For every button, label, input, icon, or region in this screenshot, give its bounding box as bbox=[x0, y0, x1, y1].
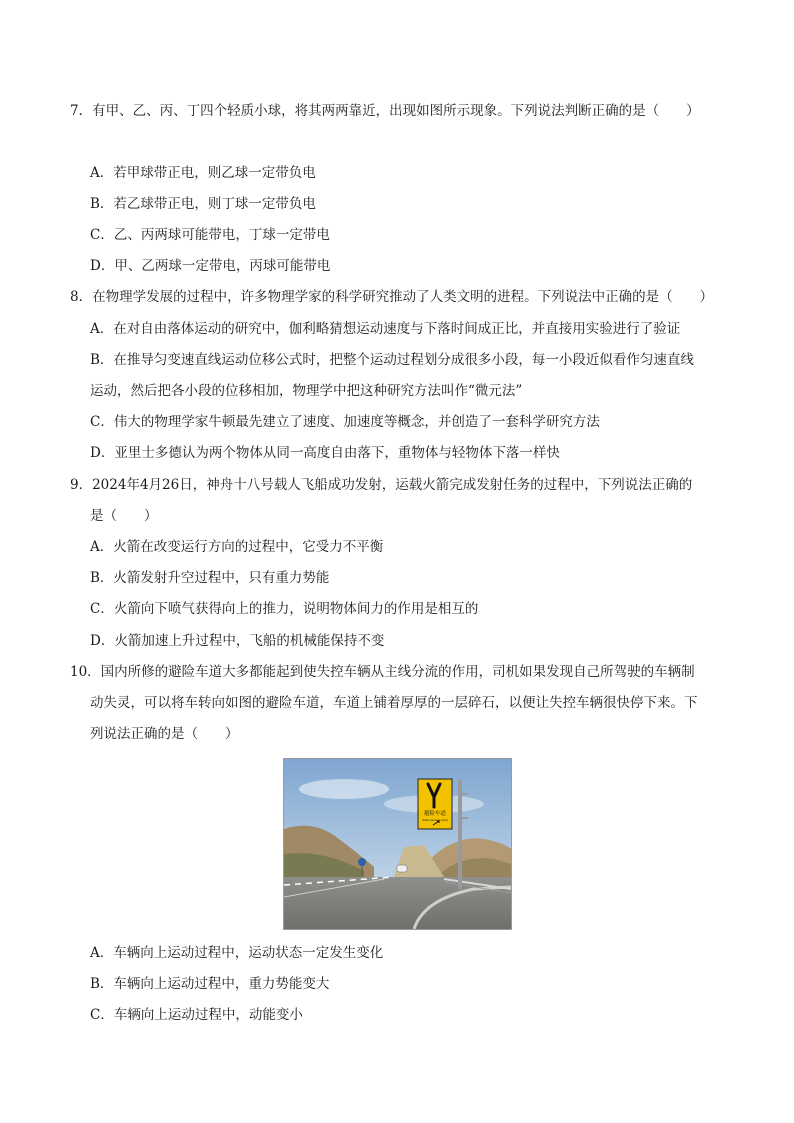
q10-option-c: C．车辆向上运动过程中，动能变小 bbox=[90, 1007, 303, 1023]
q7-option-d: D．甲、乙两球一定带电，丙球可能带电 bbox=[90, 258, 331, 274]
sign-subtext: Safe escape lane bbox=[422, 818, 448, 822]
q10-stem: 10．国内所修的避险车道大多都能起到使失控车辆从主线分流的作用，司机如果发现自己所驾驶的车辆制 bbox=[70, 664, 695, 680]
q10-stem-cont-1: 动失灵，可以将车转向如图的避险车道，车道上铺着厚厚的一层碎石，以便让失控车辆很快停下来。下 bbox=[90, 695, 698, 711]
q9-option-b: B．火箭发射升空过程中，只有重力势能 bbox=[90, 570, 330, 586]
q7-option-b: B．若乙球带正电，则丁球一定带负电 bbox=[90, 196, 316, 212]
q9-stem-cont: 是（ ） bbox=[90, 508, 158, 524]
car bbox=[397, 865, 407, 872]
q8-option-b-cont: 运动，然后把各小段的位移相加，物理学中把这种研究方法叫作“微元法” bbox=[90, 383, 523, 399]
sign-text: 避险车道 bbox=[423, 811, 447, 817]
q7-option-c: C．乙、丙两球可能带电，丁球一定带电 bbox=[90, 227, 330, 243]
q8-option-a: A．在对自由落体运动的研究中，伽利略猜想运动速度与下落时间成正比，并直接用实验进行了验证 bbox=[90, 321, 681, 337]
q8-option-c: C．伟大的物理学家牛顿最先建立了速度、加速度等概念，并创造了一套科学研究方法 bbox=[90, 414, 600, 430]
q10-option-b: B．车辆向上运动过程中，重力势能变大 bbox=[90, 976, 330, 992]
q8-stem: 8．在物理学发展的过程中，许多物理学家的科学研究推动了人类文明的进程。下列说法中正确的是（ ） bbox=[70, 289, 714, 305]
sign-pole bbox=[458, 779, 462, 889]
q9-option-d: D．火箭加速上升过程中，飞船的机械能保持不变 bbox=[90, 633, 385, 649]
q8-option-b: B．在推导匀变速直线运动位移公式时，把整个运动过程划分成很多小段，每一小段近似看作匀速直线 bbox=[90, 352, 694, 368]
q8-option-d: D．亚里士多德认为两个物体从同一高度自由落下，重物体与轻物体下落一样快 bbox=[90, 445, 560, 461]
q7-option-a: A．若甲球带正电，则乙球一定带负电 bbox=[90, 165, 316, 181]
q10-option-a: A．车辆向上运动过程中，运动状态一定发生变化 bbox=[90, 945, 384, 961]
escape-lane-photo bbox=[283, 758, 512, 930]
q10-stem-cont-2: 列说法正确的是（ ） bbox=[90, 726, 239, 742]
q7-stem: 7．有甲、乙、丙、丁四个轻质小球，将其两两靠近，出现如图所示现象。下列说法判断正确的是（ ） bbox=[70, 103, 700, 119]
q9-option-c: C．火箭向下喷气获得向上的推力，说明物体间力的作用是相互的 bbox=[90, 601, 479, 617]
q9-stem: 9．2024年4月26日，神舟十八号载人飞船成功发射，运载火箭完成发射任务的过程中，下列说法正确的 bbox=[70, 477, 693, 493]
q9-option-a: A．火箭在改变运行方向的过程中，它受力不平衡 bbox=[90, 539, 384, 555]
